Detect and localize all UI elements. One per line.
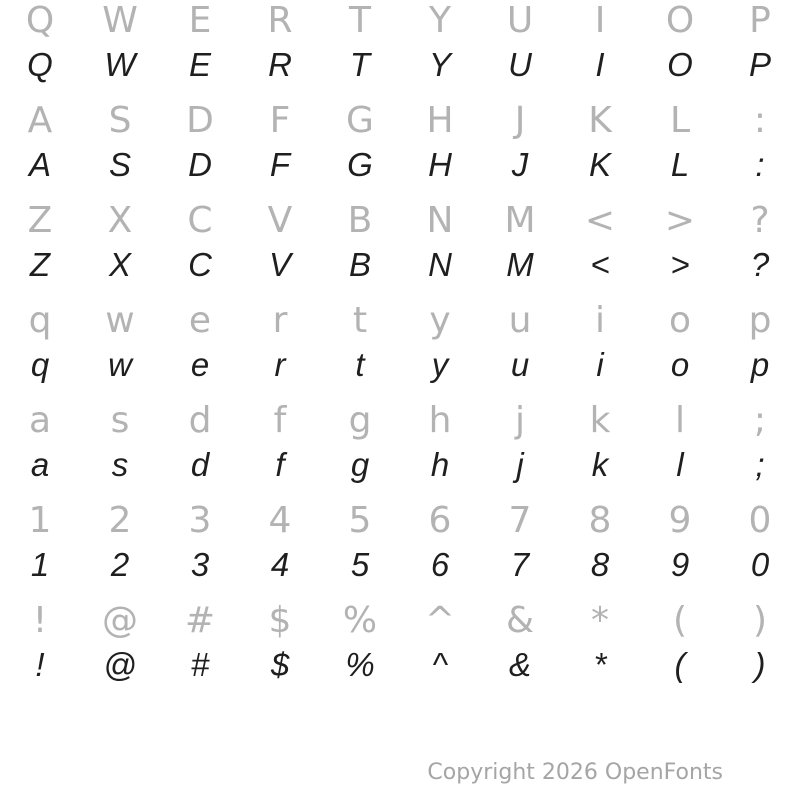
sample-glyph: J [511, 146, 529, 183]
reference-glyph: % [342, 600, 378, 641]
reference-glyph: J [514, 100, 526, 141]
sample-glyph: > [670, 246, 690, 283]
sample-glyph: L [670, 146, 690, 183]
reference-glyph: B [347, 200, 373, 241]
reference-glyph: O [665, 0, 695, 41]
reference-glyph: & [505, 600, 535, 641]
reference-row-lowercase-asdf [0, 400, 800, 441]
reference-glyph: U [506, 0, 534, 41]
reference-glyph: V [267, 200, 293, 241]
reference-glyph: * [591, 600, 609, 641]
reference-glyph: R [267, 0, 293, 41]
reference-glyph: @ [102, 600, 138, 641]
reference-glyph: y [429, 300, 451, 341]
reference-glyph: S [108, 100, 132, 141]
sample-glyph: g [350, 446, 370, 483]
reference-glyph: Q [25, 0, 55, 41]
reference-glyph: P [749, 0, 771, 41]
reference-glyph: ) [752, 600, 768, 641]
reference-glyph: 7 [508, 500, 532, 541]
reference-glyph: j [514, 400, 525, 441]
sample-glyph: 2 [110, 546, 130, 583]
reference-glyph: : [753, 100, 767, 141]
sample-glyph: % [345, 646, 375, 683]
sample-glyph: S [108, 146, 131, 183]
reference-glyph: # [184, 600, 216, 641]
sample-glyph: 5 [350, 546, 370, 583]
reference-glyph: g [348, 400, 372, 441]
reference-row-uppercase-asdf [0, 100, 800, 141]
reference-glyph: 1 [28, 500, 52, 541]
glyph-group-symbols [0, 600, 800, 700]
reference-glyph: ! [32, 600, 48, 641]
reference-glyph: a [28, 400, 52, 441]
reference-glyph: E [188, 0, 212, 41]
sample-glyph: 6 [430, 546, 450, 583]
reference-glyph: k [589, 400, 611, 441]
reference-glyph: X [107, 200, 133, 241]
reference-glyph: > [664, 200, 696, 241]
reference-glyph: 0 [748, 500, 772, 541]
reference-glyph: l [674, 400, 685, 441]
sample-glyph: F [269, 146, 291, 183]
sample-glyph: d [190, 446, 210, 483]
sample-glyph: k [591, 446, 609, 483]
reference-row-digits [0, 500, 800, 541]
reference-glyph: L [669, 100, 691, 141]
reference-glyph: D [186, 100, 214, 141]
sample-glyph: y [431, 346, 449, 383]
reference-glyph: I [594, 0, 606, 41]
reference-glyph: $ [268, 600, 292, 641]
reference-glyph: w [105, 300, 135, 341]
reference-glyph: < [584, 200, 616, 241]
reference-glyph: T [349, 0, 371, 41]
reference-glyph: C [187, 200, 213, 241]
reference-glyph: 5 [348, 500, 372, 541]
sample-glyph: 3 [190, 546, 210, 583]
reference-glyph: 9 [668, 500, 692, 541]
glyph-group-uppercase-qwerty [0, 0, 800, 100]
sample-glyph: H [428, 146, 452, 183]
sample-glyph: i [596, 346, 604, 383]
reference-glyph: h [428, 400, 452, 441]
sample-glyph: ) [754, 646, 766, 683]
sample-glyph: o [670, 346, 690, 383]
reference-glyph: 8 [588, 500, 612, 541]
sample-glyph: h [430, 446, 450, 483]
sample-glyph: : [755, 146, 765, 183]
sample-glyph: u [510, 346, 530, 383]
sample-glyph: e [190, 346, 210, 383]
sample-glyph: T [349, 46, 371, 83]
reference-glyph: f [273, 400, 287, 441]
sample-glyph: $ [270, 646, 290, 683]
reference-glyph: s [110, 400, 130, 441]
sample-row-lowercase-asdf [0, 448, 800, 481]
sample-glyph: U [508, 46, 532, 83]
sample-glyph: w [108, 346, 132, 383]
reference-glyph: Z [27, 200, 53, 241]
reference-glyph: p [748, 300, 772, 341]
reference-row-lowercase-qwerty [0, 300, 800, 341]
glyph-group-uppercase-zxcv [0, 200, 800, 300]
copyright-text: Copyright 2026 OpenFonts [427, 760, 723, 785]
glyph-group-lowercase-asdf [0, 400, 800, 500]
sample-glyph: ? [750, 246, 770, 283]
sample-glyph: 7 [510, 546, 530, 583]
sample-glyph: a [30, 446, 50, 483]
sample-glyph: ( [674, 646, 686, 683]
sample-glyph: 1 [30, 546, 50, 583]
sample-glyph: Y [428, 46, 451, 83]
glyph-group-digits [0, 500, 800, 600]
sample-glyph: 0 [750, 546, 770, 583]
sample-glyph: O [667, 46, 693, 83]
reference-glyph: 4 [268, 500, 292, 541]
reference-glyph: ? [750, 200, 770, 241]
sample-glyph: ! [35, 646, 45, 683]
reference-glyph: W [102, 0, 138, 41]
reference-glyph: G [346, 100, 374, 141]
sample-glyph: @ [103, 646, 137, 683]
sample-glyph: f [275, 446, 285, 483]
reference-glyph: e [188, 300, 212, 341]
sample-glyph: * [593, 646, 607, 683]
sample-glyph: K [588, 146, 611, 183]
sample-glyph: Z [29, 246, 51, 283]
reference-glyph: 6 [428, 500, 452, 541]
reference-glyph: t [352, 300, 368, 341]
reference-glyph: ( [672, 600, 688, 641]
glyph-group-uppercase-asdf [0, 100, 800, 200]
sample-glyph: I [595, 46, 605, 83]
sample-glyph: V [268, 246, 291, 283]
sample-glyph: B [348, 246, 371, 283]
sample-glyph: 9 [670, 546, 690, 583]
reference-glyph: ^ [424, 600, 456, 641]
reference-glyph: q [28, 300, 52, 341]
reference-row-uppercase-qwerty [0, 0, 800, 41]
reference-glyph: 2 [108, 500, 132, 541]
sample-glyph: s [111, 446, 129, 483]
sample-glyph: C [188, 246, 212, 283]
sample-glyph: D [188, 146, 212, 183]
sample-row-symbols [0, 648, 800, 681]
sample-glyph: M [506, 246, 534, 283]
reference-glyph: K [588, 100, 612, 141]
reference-glyph: H [426, 100, 454, 141]
sample-glyph: N [428, 246, 452, 283]
reference-row-symbols [0, 600, 800, 641]
sample-glyph: 8 [590, 546, 610, 583]
sample-glyph: t [355, 346, 365, 383]
sample-glyph: R [268, 46, 292, 83]
sample-row-uppercase-asdf [0, 148, 800, 181]
reference-glyph: M [504, 200, 536, 241]
sample-glyph: P [748, 46, 771, 83]
reference-glyph: N [426, 200, 454, 241]
sample-glyph: G [347, 146, 373, 183]
reference-glyph: Y [429, 0, 451, 41]
sample-row-uppercase-qwerty [0, 48, 800, 81]
reference-glyph: i [594, 300, 605, 341]
reference-glyph: 3 [188, 500, 212, 541]
sample-glyph: W [104, 46, 136, 83]
sample-glyph: j [516, 446, 524, 483]
sample-glyph: 4 [270, 546, 290, 583]
sample-row-uppercase-zxcv [0, 248, 800, 281]
sample-glyph: l [676, 446, 684, 483]
reference-glyph: d [188, 400, 212, 441]
reference-glyph: u [508, 300, 532, 341]
sample-glyph: < [590, 246, 610, 283]
sample-glyph: & [508, 646, 531, 683]
sample-glyph: E [188, 46, 211, 83]
glyph-group-lowercase-qwerty [0, 300, 800, 400]
sample-glyph: p [750, 346, 770, 383]
sample-glyph: ^ [432, 646, 448, 683]
reference-row-uppercase-zxcv [0, 200, 800, 241]
reference-glyph: A [27, 100, 53, 141]
sample-row-digits [0, 548, 800, 581]
reference-glyph: F [269, 100, 291, 141]
sample-glyph: Q [27, 46, 53, 83]
reference-glyph: o [668, 300, 692, 341]
sample-glyph: A [28, 146, 51, 183]
sample-glyph: r [274, 346, 286, 383]
sample-glyph: # [190, 646, 210, 683]
sample-glyph: ; [755, 446, 765, 483]
sample-glyph: X [108, 246, 131, 283]
sample-glyph: q [30, 346, 50, 383]
reference-glyph: ; [753, 400, 767, 441]
reference-glyph: r [272, 300, 288, 341]
sample-row-lowercase-qwerty [0, 348, 800, 381]
